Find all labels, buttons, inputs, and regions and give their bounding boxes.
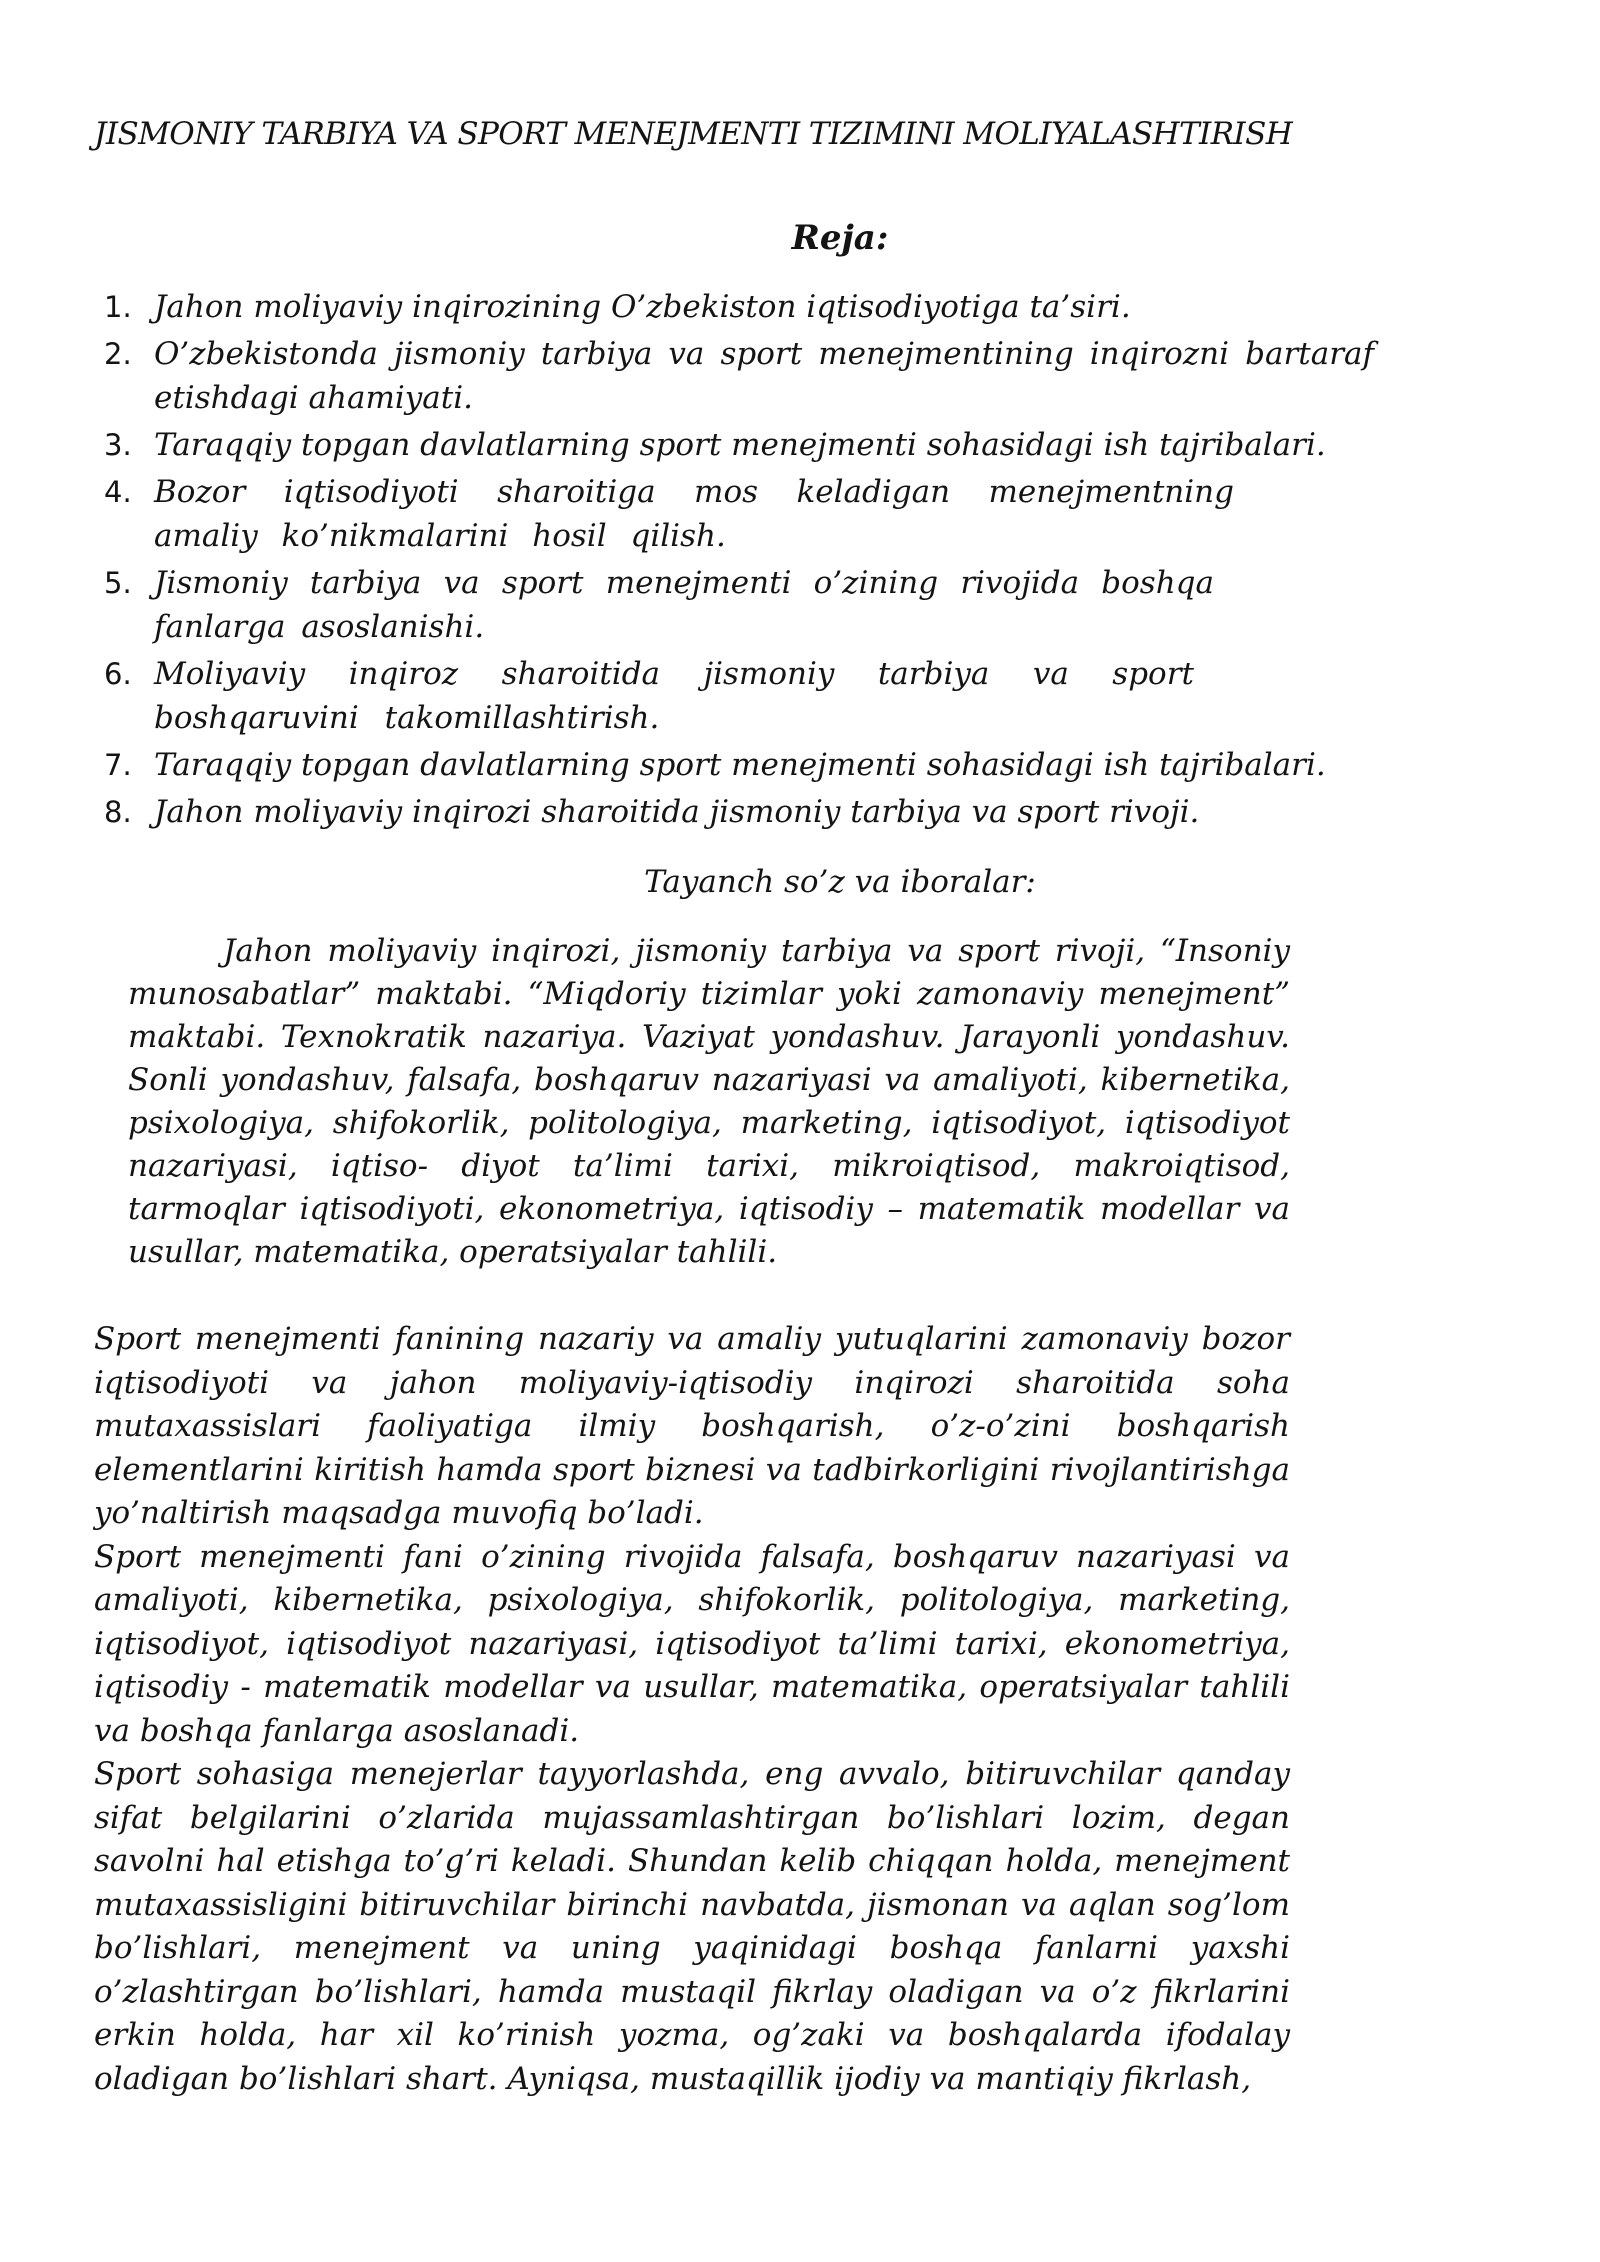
plan-item-number: 1. [104,290,132,324]
plan-item-number: 6. [104,657,132,691]
plan-item-number: 7. [104,748,132,782]
plan-item [94,652,1394,740]
plan-item-number: 5. [104,566,132,600]
main-text [94,1318,1290,2101]
plan-item-number: 3. [104,428,132,462]
plan-item-text: Taraqqiy topgan davlatlarning sport menejmenti sohasidagi ish tajribalari. [154,747,1326,783]
plan-item-text: Jahon moliyaviy inqirozi sharoitida jismoniy tarbiya va sport rivoji. [154,794,1200,830]
plan-item-text: Bozor iqtisodiyoti sharoitiga mos keladigan menejmentning amaliy ko’nikmalarini hosil qilish. [154,474,1234,554]
plan-item-number: 4. [104,475,132,509]
plan-item [94,332,1394,420]
plan-item [94,790,1394,834]
keywords-paragraph: Jahon moliyaviy inqirozi, jismoniy tarbiya va sport rivoji, “Insoniy munosabatlar” maktabi. “Miqdoriy tizimlar yoki zamonaviy menejment” maktabi. Texnokratik nazariya. Vaziyat yondashuv. Jarayonli yondashuv. Sonli yondashuv, falsafa, boshqaruv nazariyasi va amaliyoti, kibernetika, psixologiya, shifokorlik, politologiya, marketing, iqtisodiyot, iqtisodiyot nazariyasi, iqtiso- diyot ta’limi tarixi, mikroiqtisod, makroiqtisod, tarmoqlar iqtisodiyoti, ekonometriya, iqtisodiy – matematik modellar va usullar, matematika, operatsiyalar tahlili. [128,933,1290,1270]
plan-item-text: Taraqqiy topgan davlatlarning sport menejmenti sohasidagi ish tajribalari. [154,427,1326,463]
paragraph: Sport menejmenti fani o’zining rivojida falsafa, boshqaruv nazariyasi va amaliyoti, kibernetika, psixologiya, shifokorlik, politologiya, marketing, iqtisodiyot, iqtisodiyot nazariyasi, iqtisodiyot ta’limi tarixi, ekonometriya, iqtisodiy - matematik modellar va usullar, matematika, operatsiyalar tahlili va boshqa fanlarga asoslanadi. [94,1538,1290,1749]
plan-item-text: Jismoniy tarbiya va sport menejmenti o’zining rivojida boshqa fanlarga asoslanishi. [154,565,1214,645]
plan-item-number: 2. [104,337,132,371]
plan-item [94,423,1394,467]
plan-item [94,743,1394,787]
plan-list [94,285,1394,834]
document-title: JISMONIY TARBIYA VA SPORT MENEJMENTI TIZIMINI MOLIYALASHTIRISH [94,116,1293,152]
plan-item-text: Moliyaviy inqiroz sharoitida jismoniy tarbiya va sport boshqaruvini takomillashtirish. [154,656,1194,736]
keywords-heading: Tayanch so’z va iboralar: [644,864,1036,900]
plan-item-text: O’zbekistonda jismoniy tarbiya va sport menejmentining inqirozni bartaraf etishdagi ahamiyati. [154,336,1374,416]
plan-heading: Reja: [791,218,889,258]
plan-item-text: Jahon moliyaviy inqirozining O’zbekiston iqtisodiyotiga ta’siri. [154,289,1131,325]
plan-item [94,561,1394,649]
plan-item [94,285,1394,329]
paragraph: Sport menejmenti fanining nazariy va amaliy yutuqlarini zamonaviy bozor iqtisodiyoti va jahon moliyaviy-iqtisodiy inqirozi sharoitida soha mutaxassislari faoliyatiga ilmiy boshqarish, o’z-o’zini boshqarish elementlarini kiritish hamda sport biznesi va tadbirkorligini rivojlantirishga yo’naltirish maqsadga muvofiq bo’ladi. [94,1321,1290,1531]
paragraph: Sport sohasiga menejerlar tayyorlashda, eng avvalo, bitiruvchilar qanday sifat belgilarini o’zlarida mujassamlashtirgan bo’lishlari lozim, degan savolni hal etishga to’g’ri keladi. Shundan kelib chiqqan holda, menejment mutaxassisligini bitiruvchilar birinchi navbatda, jismonan va aqlan sog’lom bo’lishlari, menejment va uning yaqinidagi boshqa fanlarni yaxshi o’zlashtirgan bo’lishlari, hamda mustaqil fikrlay oladigan va o’z fikrlarini erkin holda, har xil ko’rinish yozma, og’zaki va boshqalarda ifodalay oladigan bo’lishlari shart. Ayniqsa, mustaqillik ijodiy va mantiqiy fikrlash, [94,1756,1290,2097]
plan-item [94,470,1394,558]
plan-item-number: 8. [104,795,132,829]
